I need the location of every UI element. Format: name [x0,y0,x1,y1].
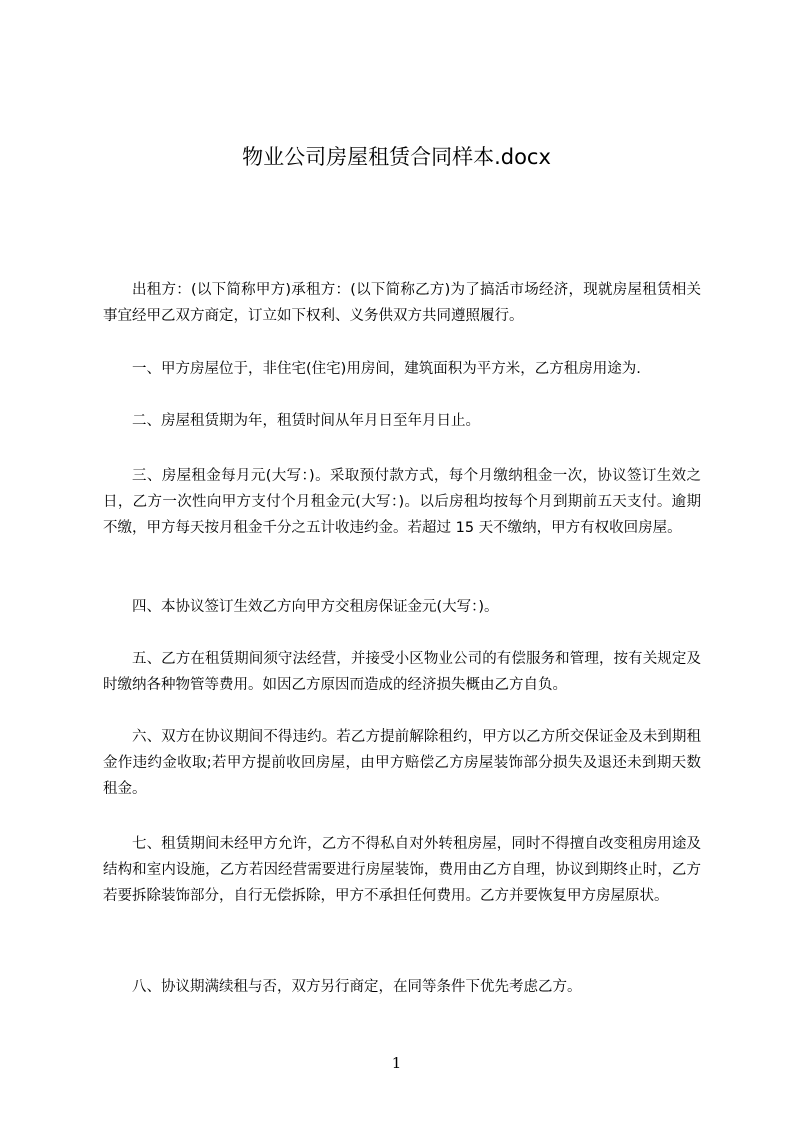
document-title: 物业公司房屋租赁合同样本.docx [242,145,551,169]
clause-4-paragraph: 四、本协议签订生效乙方向甲方交租房保证金元(大写：)。 [132,599,499,615]
clause-6-paragraph: 六、双方在协议期间不得违约。若乙方提前解除租约，甲方以乙方所交保证金及未到期租金作违约金收取;若甲方提前收回房屋，由甲方赔偿乙方房屋装饰部分损失及退还未到期天数租金。 [103,729,701,797]
clause-5-paragraph: 五、乙方在租赁期间须守法经营，并接受小区物业公司的有偿服务和管理，按有关规定及时缴纳各种物管等费用。如因乙方原因而造成的经济损失概由乙方自负。 [103,651,701,693]
clause-3-paragraph: 三、房屋租金每月元(大写：)。采取预付款方式，每个月缴纳租金一次，协议签订生效之日，乙方一次性向甲方支付个月租金元(大写：)。以后房租均按每个月到期前五天支付。逾期不缴，甲方每天按月租金千分之五计收违约金。若超过 15 天不缴纳，甲方有权收回房屋。 [103,468,701,536]
page-number: 1 [391,1054,402,1072]
preamble-paragraph: 出租方：(以下简称甲方)承租方：(以下简称乙方)为了搞活市场经济，现就房屋租赁相关事宜经甲乙双方商定，订立如下权利、义务供双方共同遵照履行。 [103,282,701,324]
clause-2-paragraph: 二、房屋租赁期为年，租赁时间从年月日至年月日止。 [132,413,480,429]
clause-8-paragraph: 八、协议期满续租与否，双方另行商定，在同等条件下优先考虑乙方。 [132,979,582,995]
clause-1-paragraph: 一、甲方房屋位于，非住宅(住宅)用房间，建筑面积为平方米，乙方租房用途为. [132,361,641,377]
clause-7-paragraph: 七、租赁期间未经甲方允许，乙方不得私自对外转租房屋，同时不得擅自改变租房用途及结构和室内设施，乙方若因经营需要进行房屋装饰，费用由乙方自理，协议到期终止时，乙方若要拆除装饰部分，自行无偿拆除，甲方不承担任何费用。乙方并要恢复甲方房屋原状。 [103,836,701,904]
